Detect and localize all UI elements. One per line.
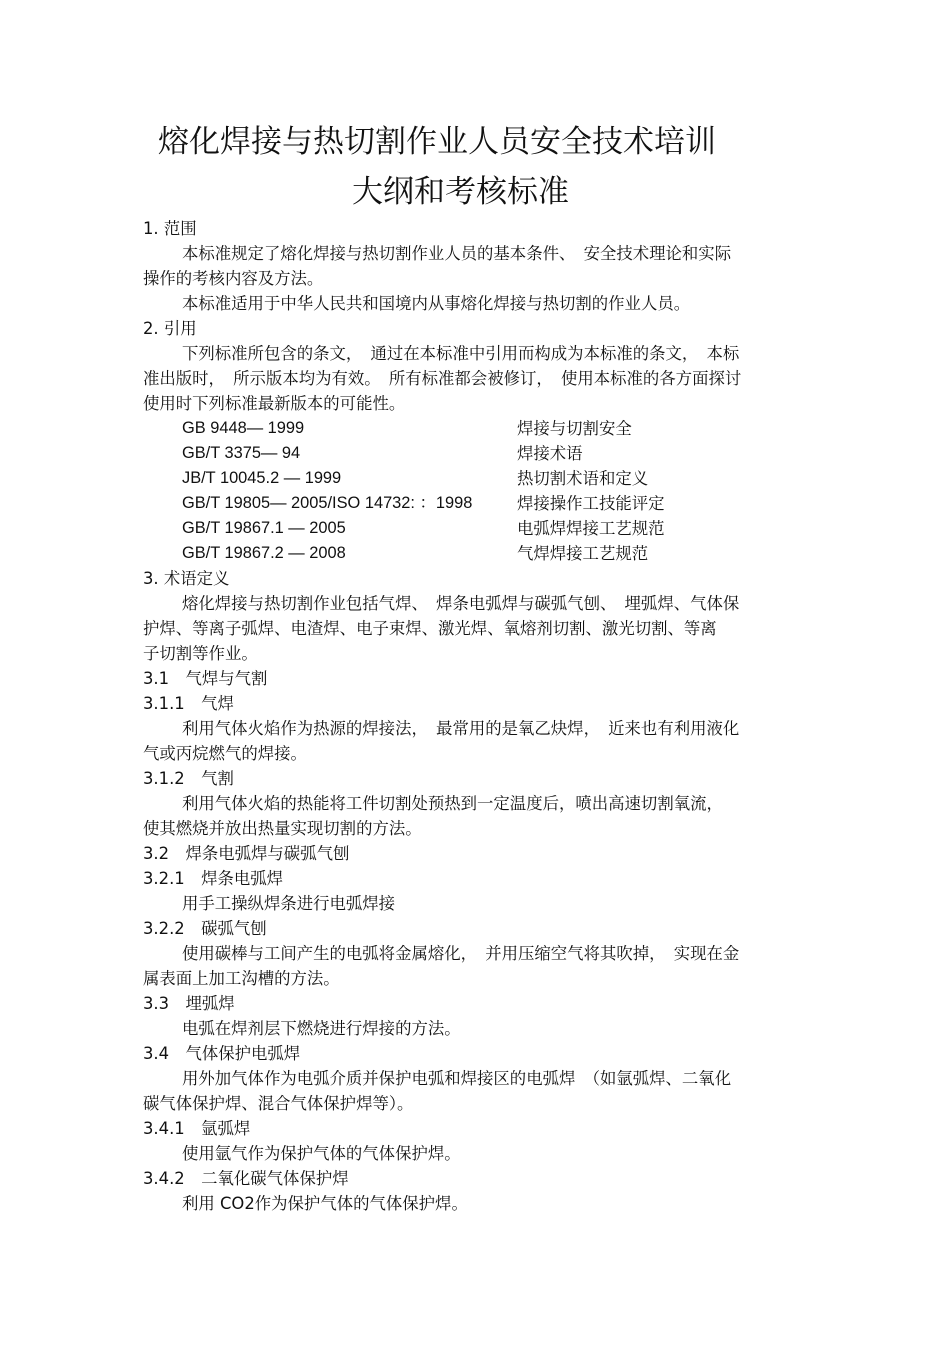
- reference-name: 热切割术语和定义: [517, 469, 649, 488]
- reference-list: [143, 416, 808, 566]
- reference-code: GB/T 19805— 2005/ISO 14732: ：1998: [182, 494, 473, 512]
- text-line: 操作的考核内容及方法。: [143, 269, 324, 288]
- document-title-line1: 熔化焊接与热切割作业人员安全技术培训: [158, 124, 716, 160]
- text-line: 3. 术语定义: [143, 569, 230, 588]
- text-line: 本标准规定了熔化焊接与热切割作业人员的基本条件、 安全技术理论和实际: [182, 244, 732, 263]
- text-line: 3.4 气体保护电弧焊: [143, 1044, 301, 1063]
- reference-item: [143, 541, 808, 566]
- text-line: 3.4.1 氩弧焊: [143, 1119, 251, 1138]
- reference-name: 电弧焊焊接工艺规范: [517, 519, 665, 538]
- text-line: 使用氩气作为保护气体的气体保护焊。: [182, 1144, 461, 1163]
- text-line: 气或丙烷燃气的焊接。: [143, 744, 307, 763]
- reference-code: GB/T 3375— 94: [182, 444, 301, 462]
- section-definitions: [143, 566, 808, 1216]
- text-line: 利用 CO2作为保护气体的气体保护焊。: [182, 1194, 468, 1213]
- reference-code: GB 9448— 1999: [182, 419, 305, 437]
- text-line: 用外加气体作为电弧介质并保护电弧和焊接区的电弧焊 （如氩弧焊、二氧化: [182, 1069, 732, 1088]
- text-line: 3.2 焊条电弧焊与碳弧气刨: [143, 844, 350, 863]
- text-line: 利用气体火焰的热能将工件切割处预热到一定温度后，喷出高速切割氧流，: [182, 794, 723, 813]
- text-line: 电弧在焊剂层下燃烧进行焊接的方法。: [182, 1019, 461, 1038]
- text-line: 3.2.2 碳弧气刨: [143, 919, 267, 938]
- text-line: 用手工操纵焊条进行电弧焊接: [182, 894, 396, 913]
- document-body: [143, 216, 808, 1216]
- text-line: 使用碳棒与工间产生的电弧将金属熔化， 并用压缩空气将其吹掉， 实现在金: [182, 944, 740, 963]
- text-line: 属表面上加工沟槽的方法。: [143, 969, 340, 988]
- section-intro: [143, 216, 808, 416]
- text-line: 3.1 气焊与气割: [143, 669, 268, 688]
- text-line: 熔化焊接与热切割作业包括气焊、 焊条电弧焊与碳弧气刨、 埋弧焊、气体保: [182, 594, 740, 613]
- text-line: 下列标准所包含的条文， 通过在本标准中引用而构成为本标准的条文， 本标: [182, 344, 740, 363]
- reference-item: [143, 491, 808, 516]
- text-line: 准出版时， 所示版本均为有效。 所有标准都会被修订， 使用本标准的各方面探讨: [143, 369, 742, 388]
- reference-code: JB/T 10045.2 — 1999: [182, 469, 342, 487]
- reference-name: 气焊焊接工艺规范: [517, 544, 649, 563]
- reference-code: GB/T 19867.1 — 2005: [182, 519, 346, 537]
- reference-name: 焊接操作工技能评定: [517, 494, 665, 513]
- text-line: 使用时下列标准最新版本的可能性。: [143, 394, 406, 413]
- text-line: 护焊、等离子弧焊、电渣焊、电子束焊、激光焊、氧熔剂切割、激光切割、等离: [143, 619, 717, 638]
- reference-name: 焊接与切割安全: [517, 419, 632, 438]
- text-line: 使其燃烧并放出热量实现切割的方法。: [143, 819, 422, 838]
- text-line: 1. 范围: [143, 219, 197, 238]
- document-title-line2: 大纲和考核标准: [352, 174, 569, 210]
- text-line: 3.4.2 二氧化碳气体保护焊: [143, 1169, 349, 1188]
- reference-item: [143, 466, 808, 491]
- reference-name: 焊接术语: [517, 444, 583, 463]
- text-line: 利用气体火焰作为热源的焊接法， 最常用的是氧乙炔焊， 近来也有利用液化: [182, 719, 740, 738]
- text-line: 2. 引用: [143, 319, 197, 338]
- text-line: 子切割等作业。: [143, 644, 258, 663]
- text-line: 3.1.1 气焊: [143, 694, 234, 713]
- text-line: 本标准适用于中华人民共和国境内从事熔化焊接与热切割的作业人员。: [182, 294, 691, 313]
- reference-item: [143, 416, 808, 441]
- text-line: 3.3 埋弧焊: [143, 994, 235, 1013]
- reference-item: [143, 516, 808, 541]
- reference-code: GB/T 19867.2 — 2008: [182, 544, 346, 562]
- text-line: 3.1.2 气割: [143, 769, 234, 788]
- text-line: 3.2.1 焊条电弧焊: [143, 869, 284, 888]
- text-line: 碳气体保护焊、混合气体保护焊等）。: [143, 1094, 414, 1113]
- reference-item: [143, 441, 808, 466]
